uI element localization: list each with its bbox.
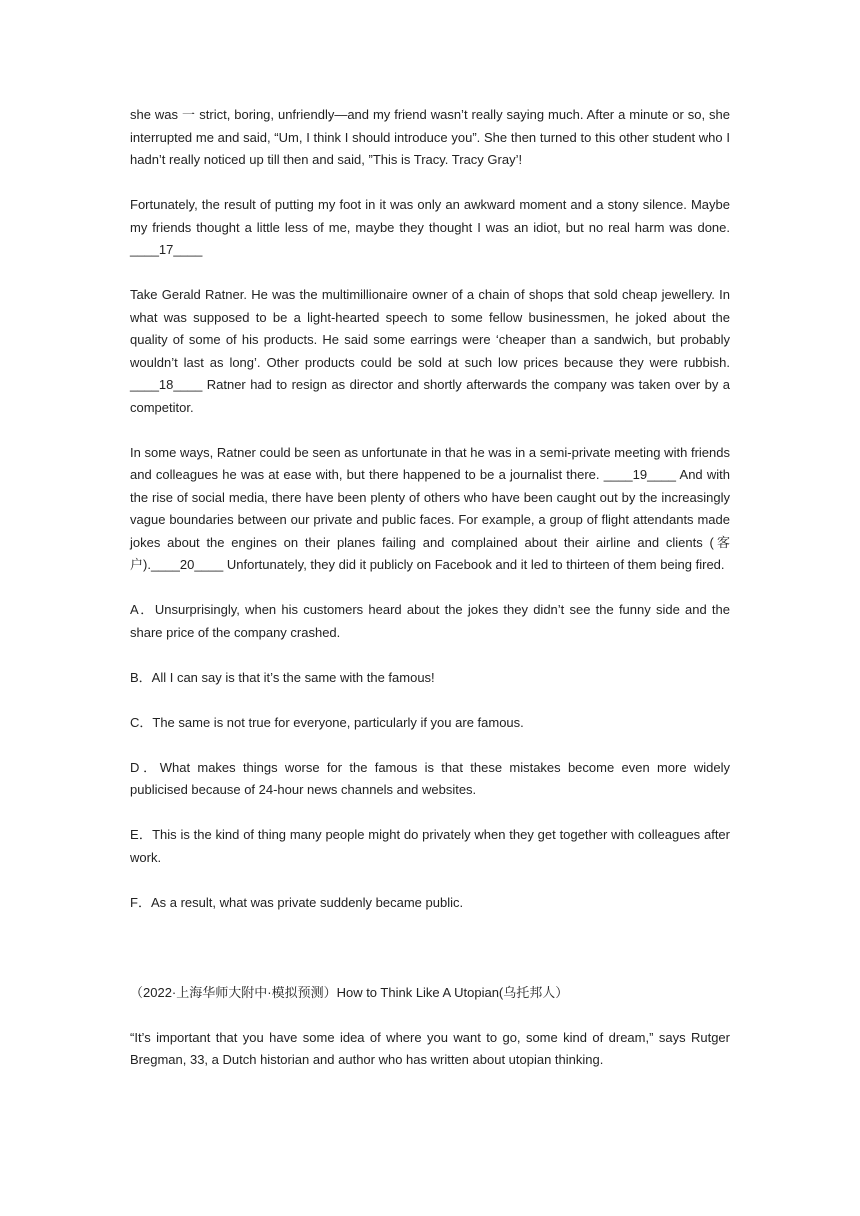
paragraph-intro: she was 一 strict, boring, unfriendly—and my friend wasn’t really saying much. After a minute or so, she interrupted me and said, “Um, I think I should introduce you”. She then turned to this other student who I hadn’t really noticed up till then and said, ”This is Tracy. Tracy Gray’! — [130, 107, 730, 167]
paragraph-18: Take Gerald Ratner. He was the multimillionaire owner of a chain of shops that sold cheap jewellery. In what was supposed to be a light-hearted speech to some fellow businessmen, he joked about the quality of some of his products. He said some earrings were ‘cheaper than a sandwich, but probably wouldn’t last as long’. Other products could be sold at such low prices because they were rubbish. ____18____ Ratner had to resign as director and shortly afterwards the company was taken over by a competitor. — [130, 287, 730, 415]
option-f: F．As a result, what was private suddenly became public. — [130, 894, 464, 910]
option-b: B．All I can say is that it’s the same with the famous! — [130, 669, 435, 685]
option-e: E．This is the kind of thing many people might do privately when they get together with colleagues after work. — [130, 827, 730, 865]
paragraph-19-20: In some ways, Ratner could be seen as unfortunate in that he was in a semi-private meeting with friends and colleagues he was at ease with, but there happened to be a journalist there. ____19____ And with the rise of social media, there have been plenty of others who have been caught out by the increasingly vague boundaries between our private and public faces. For example, a group of flight attendants made jokes about the engines on their planes failing and complained about their airline and clients (客户).____20____ Unfortunately, they did it publicly on Facebook and it led to thirteen of them being fired. — [130, 444, 730, 572]
option-d: D．What makes things worse for the famous is that these mistakes become even more widely publicised because of 24-hour news channels and websites. — [130, 759, 730, 797]
document-page — [130, 104, 730, 1094]
option-c: C．The same is not true for everyone, particularly if you are famous. — [130, 714, 524, 730]
section-gap — [130, 937, 730, 982]
option-a: A．Unsurprisingly, when his customers heard about the jokes they didn’t see the funny side and the share price of the company crashed. — [130, 602, 730, 640]
next-section-title: （2022·上海华师大附中·模拟预测）How to Think Like A Utopian(乌托邦人） — [130, 984, 569, 1000]
paragraph-17: Fortunately, the result of putting my foot in it was only an awkward moment and a stony silence. Maybe my friends thought a little less of me, maybe they thought I was an idiot, but no real harm was done. ____17____ — [130, 197, 730, 257]
next-section-paragraph: “It’s important that you have some idea of where you want to go, some kind of dream,” says Rutger Bregman, 33, a Dutch historian and author who has written about utopian thinking. — [130, 1029, 730, 1067]
